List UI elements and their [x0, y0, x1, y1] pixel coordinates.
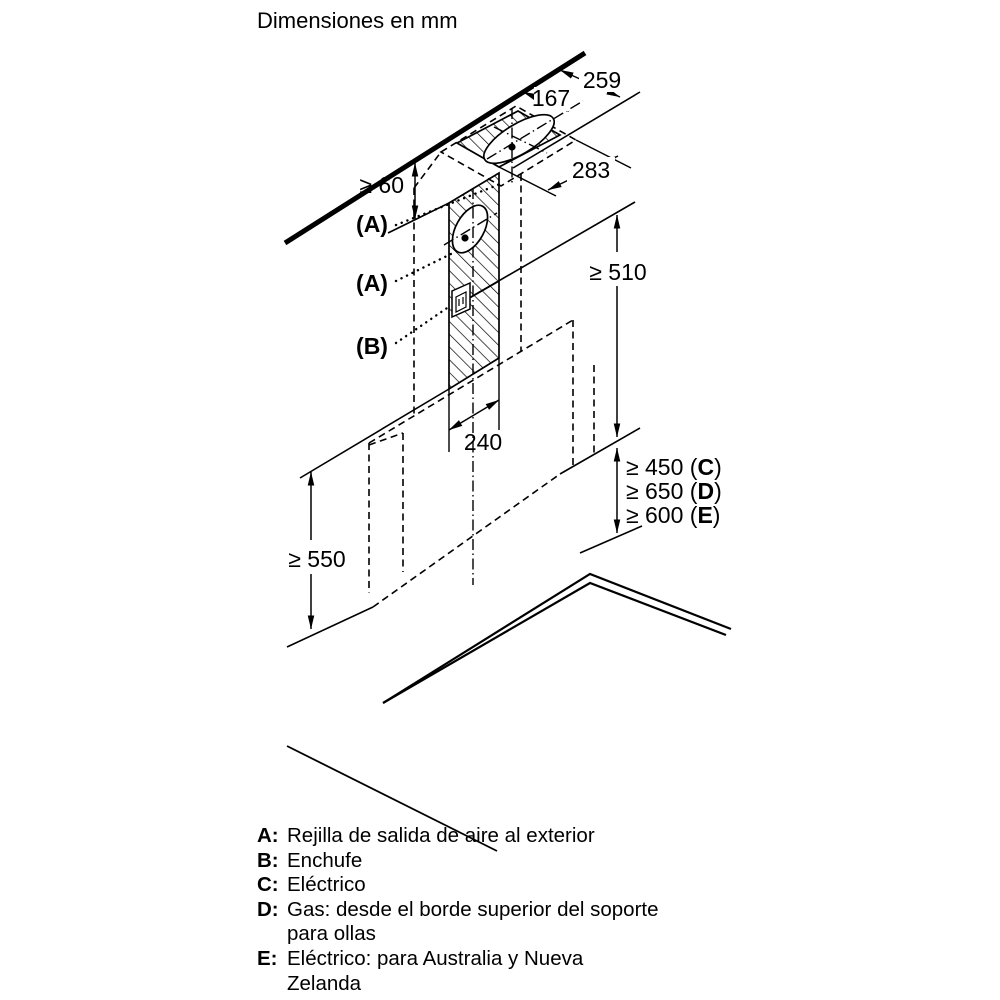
callout-a-ceiling: (A): [356, 211, 388, 237]
dim-600-e: ≥ 600 (E): [626, 502, 721, 528]
ceiling-cutout: [457, 101, 583, 183]
dim-450-c: ≥ 450 (C): [626, 454, 722, 480]
legend-key-e2: [257, 972, 287, 997]
legend-text-e2: Zelanda: [287, 971, 362, 995]
dim-60: ≥ 60: [359, 172, 404, 198]
legend-text-b: Enchufe: [287, 848, 363, 872]
legend-key-d2: [257, 922, 287, 947]
callout-b-socket: (B): [356, 333, 388, 359]
dim-259: 259: [582, 67, 622, 93]
legend-key-c: C:: [257, 873, 279, 897]
legend-text-d2: para ollas: [287, 922, 376, 946]
callout-a-wall: (A): [356, 270, 388, 296]
ceiling-wall-edge: [285, 53, 585, 243]
legend-row-a: [257, 824, 659, 849]
dim-283: 283: [571, 157, 611, 183]
legend-text-c: Eléctrico: [287, 873, 366, 897]
legend-key-e: E:: [257, 946, 278, 970]
ceiling-duct-center: [508, 143, 515, 150]
callout-labels: [356, 211, 388, 359]
dim-550: ≥ 550: [288, 546, 346, 572]
wall-duct-center: [461, 234, 468, 241]
legend-key-d: D:: [257, 897, 279, 921]
legend-text-e: Eléctrico: para Australia y Nueva: [287, 946, 584, 970]
legend-row-b: [257, 849, 659, 874]
worktop-edge: [383, 574, 731, 703]
legend-row-c: [257, 873, 659, 898]
legend-text-a: Rejilla de salida de aire al exterior: [287, 824, 595, 847]
dim-line-240: [449, 400, 499, 430]
legend: [257, 824, 659, 996]
dim-650-d: ≥ 650 (D): [626, 478, 722, 504]
dim-167: 167: [531, 85, 571, 111]
page-title: Dimensiones en mm: [257, 8, 458, 33]
legend-row-e: [257, 947, 659, 972]
legend-key-a: A:: [257, 824, 279, 847]
legend-row-d: [257, 898, 659, 923]
dim-510: ≥ 510: [589, 259, 647, 285]
legend-row-d2: [257, 922, 659, 947]
legend-row-e2: [257, 972, 659, 997]
legend-key-b: B:: [257, 848, 279, 872]
dim-240: 240: [463, 429, 503, 455]
legend-text-d: Gas: desde el borde superior del soporte: [287, 897, 659, 921]
